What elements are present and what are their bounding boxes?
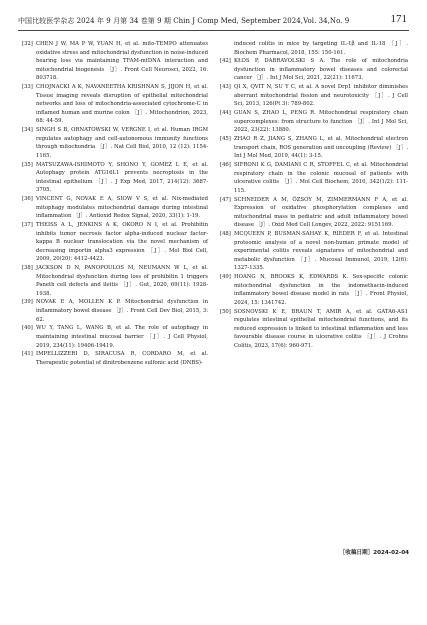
reference-number: [43] [220,84,231,91]
reference-number: [33] [22,84,33,91]
reference-number: [32] [22,41,33,47]
reference-item [220,308,408,351]
reference-text: WU Y, TANG L, WANG B, et al. The role of autophagy in maintaining intestinal mucosal barrier ［J］. J Cell Physiol, 2019, 234(11): 19406-19419. [36,325,208,349]
reference-number: [50] [220,308,231,315]
reference-item [22,83,208,126]
reference-item [220,40,408,57]
reference-item [220,109,408,135]
reference-number: [34] [22,127,33,134]
reference-number: [46] [220,162,231,169]
reference-number: [47] [220,196,231,203]
reference-number: [39] [22,299,33,306]
reference-item [22,126,208,160]
reference-text: SCHNEIDER A M, ÖZSOY M, ZIMMERMANN F A, et al. Expression of oxidative phosphorylation complexes and mitochondrial mass in pediatric and adult inflammatory bowel disease ［J］. Oxid Med Cell Longev, 2022, 2022: 9151169. [234,196,408,229]
reference-text: VINCENT G, NOVAK E A, SIOW V S, et al. Nix-mediated mitophagy modulates mitochondrial damage during intestinal inflammation ［J］. Antioxid Redox Signal, 2020, 33(1): 1-19. [36,196,208,220]
reference-item [22,221,208,264]
references-left-column [22,40,208,367]
reference-text: SIFRONI K G, DAMIANI C R, STOFFEL C, et al. Mitochondrial respiratory chain in the colonic mucosal of patients with ulcerative colitis ［J］. Mol Cell Biochem, 2010, 342(1/2): 111-115. [234,162,408,194]
reference-text: MATSUZAWA-ISHIMOTO Y, SHONO Y, GOMEZ L E, et al. Autophagy protein ATG16L1 prevents necroptosis in the intestinal epithelium ［J］. J Exp Med, 2017, 214(12): 3687-3705. [36,161,208,194]
reference-text: ZHAO R Z, JIANG S, ZHANG L, et al. Mitochondrial electron transport chain, ROS generation and uncoupling (Review) ［J］. Int J Mol Med, 2019, 44(1): 3-15. [234,136,408,160]
reference-text: QI X, QVIT N, SU Y C, et al. A novel Drp1 inhibitor diminishes aberrant mitochondrial fission and neurotoxicity ［J］. J Cell Sci, 2013, 126(Pt 3): 789-802. [234,84,408,108]
reference-text: SOSNOVSKI K E, BRAUN T, AMIR A, et al. GATA6-AS1 regulates intestinal epithelial mitochondrial functions, and its reduced expression is linked to intestinal inflammation and less favourable disease course in ulcerative colitis ［J］. J Crohns Colitis, 2023, 17(6): 960-971. [234,308,408,349]
reference-item [220,57,408,83]
reference-text: KŁOS P, DABRAVOLSKI S A. The role of mitochondria dysfunction in inflammatory bowel diseases and colorectal cancer ［J］. Int J Mol Sci, 2021, 22(21): 11673. [234,58,408,82]
reference-item [220,135,408,161]
reference-number: [49] [220,274,231,281]
references-right-column [220,40,408,350]
reference-text: THEISS A L, JENKINS A K, OKORO N I, et al. Prohibitin inhibits tumor necrosis factor alpha-induced nuclear factor-kappa B nuclear translocation via the novel mechanism of decreasing importin alpha3 expression ［J］. Mol Biol Cell, 2009, 20(20): 4412-4423. [36,221,208,263]
reference-item [220,83,408,109]
reference-number: [38] [22,265,33,271]
reference-item [22,324,208,350]
reference-item [220,273,408,307]
reference-number: [44] [220,110,231,117]
reference-item [220,196,408,230]
reference-text: HOANG N, BROOKS K, EDWARDS K. Sex-specific colonic mitochondrial dysfunction in the indomethacin-induced inflammatory bowel disease model in rats ［J］. Front Physiol, 2024, 15: 1341742. [234,274,408,306]
reference-text: NOVAK E A, MOLLEN K P. Mitochondrial dysfunction in inflammatory bowel disease ［J］. Front Cell Dev Biol, 2015, 3: 62. [36,299,208,323]
reference-number: [36] [22,196,33,203]
reference-item [220,230,408,273]
reference-number: [35] [22,161,33,168]
reference-number: [42] [220,58,231,65]
reference-text: IMPELLIZZERI D, SIRACUSA R, CORDARO M, et al. Therapeutic potential of dinitrobenzene sulfonic acid (DNBS)- [36,351,208,366]
reference-item [22,264,208,298]
reference-item [220,161,408,195]
reference-item [22,40,208,83]
page-number: 171 [390,13,407,25]
reference-number: [48] [220,231,231,238]
reference-number: [37] [22,221,33,228]
reference-item [22,195,208,221]
reference-item [22,161,208,195]
reference-text: SINGH S B, ORNATOWSKI W, VERGNE I, et al. Human IRGM regulates autophagy and cell-autonomous immunity functions through mitochondria ［J］. Nat Cell Biol, 2010, 12 (12): 1154-1165. [36,127,208,159]
running-header [18,14,409,31]
reference-text: CHOJNACKI A K, NAVANEETHA KRISHNAN S, JIJON H, et al. Tissue imaging reveals disruption of epithelial mitochondrial networks and loss of mitochondria-associated cytochrome-C in inflamed human and murine colon ［J］. Mitochondrion, 2023, 68: 44-59. [36,84,208,125]
reference-number: [45] [220,136,231,143]
reference-text: MCQUEEN P, BUSMAN-SAHAY K, RIEDER F, et al. Intestinal proteomic analysis of a novel non-human primate model of experimental colitis reveals signatures of mitochondrial and metabolic dysfunction ［J］. Mucosal Immunol, 2019, 12(6): 1327-1335. [234,231,408,272]
reference-text: CHEN J W, MA P W, YUAN H, et al. mito-TEMPO attenuates oxidative stress and mitochondrial dysfunction in noise-induced hearing loss via maintaining TFAM-mtDNA interaction and mitochondrial biogenesis ［J］. Front Cell Neurosci, 2022, 16: 803718. [36,41,208,82]
reference-text: induced colitis in mice by targeting IL-1β and IL-18 ［J］. Biochem Pharmacol, 2018, 155: 150-161. [234,41,408,56]
journal-title: 中国比较医学杂志 2024 年 9 月第 34 卷第 9 期 Chin J Comp Med, September 2024,Vol. 34,No. 9 [18,17,350,25]
reference-text: GUAN S, ZHAO L, PENG R. Mitochondrial respiratory chain supercomplexes: from structure to function ［J］. Int J Mol Sci, 2022, 23(22): 13880. [234,110,408,134]
received-date: ［收稿日期］2024-02-04 [339,550,409,556]
reference-text: JACKSON D N, PANOPOULOS M, NEUMANN W L, et al. Mitochondrial dysfunction during loss of prohibitin 1 triggers Paneth cell defects and ileitis ［J］. Gut, 2020, 69(11): 1928-1938. [36,265,208,297]
reference-item [22,350,208,367]
reference-number: [40] [22,325,33,332]
reference-item [22,298,208,324]
reference-number: [41] [22,351,33,358]
